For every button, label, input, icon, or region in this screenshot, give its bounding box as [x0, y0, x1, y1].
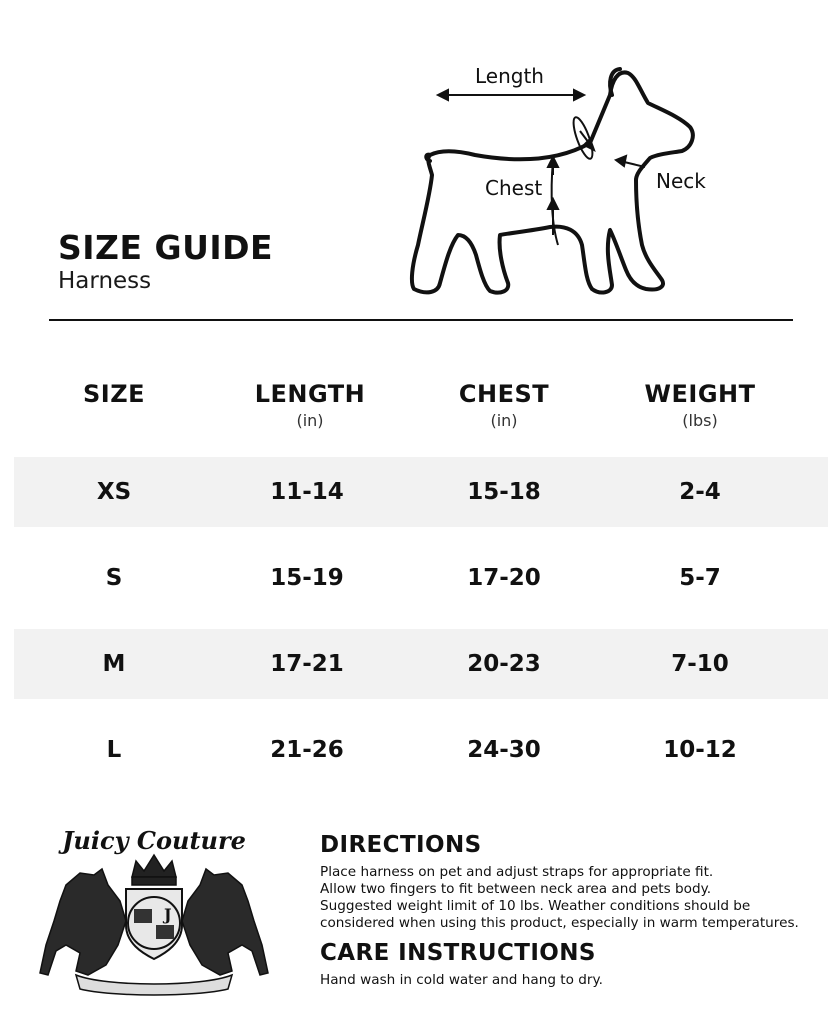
length-cell: 21-26	[270, 737, 344, 763]
weight-cell: 2-4	[679, 479, 721, 505]
page-title: SIZE GUIDE	[58, 228, 274, 267]
table-row	[14, 629, 828, 699]
care-heading: CARE INSTRUCTIONS	[320, 940, 596, 966]
right-scottie-dog	[182, 869, 268, 975]
table-row	[14, 715, 828, 785]
length-cell: 17-21	[270, 651, 344, 677]
size-cell: S	[105, 565, 123, 591]
length-cell: 11-14	[270, 479, 344, 505]
page-subtitle: Harness	[58, 268, 152, 294]
chest-cell: 15-18	[467, 479, 541, 505]
weight-cell: 5-7	[679, 565, 721, 591]
header-divider	[49, 319, 793, 321]
table-row	[14, 543, 828, 613]
size-cell: M	[102, 651, 126, 677]
header-chest: CHEST (in)	[458, 380, 550, 430]
header-weight: WEIGHT (lbs)	[644, 380, 756, 430]
directions-line: Suggested weight limit of 10 lbs. Weather conditions should be	[320, 898, 751, 914]
brand-name: Juicy Couture	[62, 826, 246, 855]
size-table	[14, 365, 828, 801]
table-header	[14, 365, 828, 457]
length-label: Length	[475, 64, 544, 88]
directions-line: considered when using this product, especially in warm temperatures.	[320, 915, 799, 931]
chest-label: Chest	[485, 176, 543, 200]
length-cell: 15-19	[270, 565, 344, 591]
weight-cell: 7-10	[671, 651, 729, 677]
weight-cell: 10-12	[663, 737, 737, 763]
header-length: LENGTH (in)	[254, 380, 366, 430]
chest-cell: 20-23	[467, 651, 541, 677]
size-cell: L	[106, 737, 122, 763]
left-scottie-dog	[40, 869, 126, 975]
chest-cell: 17-20	[467, 565, 541, 591]
table-row	[14, 457, 828, 527]
directions-line: Place harness on pet and adjust straps for appropriate fit.	[320, 864, 714, 880]
crest-letter: J	[164, 905, 172, 924]
care-line: Hand wash in cold water and hang to dry.	[320, 972, 603, 988]
size-cell: XS	[96, 479, 132, 505]
directions-text	[320, 864, 820, 932]
header-size: SIZE	[82, 380, 145, 408]
directions-line: Allow two fingers to fit between neck area and pets body.	[320, 881, 712, 897]
crest-ribbon	[76, 975, 232, 995]
chest-cell: 24-30	[467, 737, 541, 763]
neck-label: Neck	[656, 169, 706, 193]
crown-icon	[132, 855, 176, 877]
directions-heading: DIRECTIONS	[320, 832, 482, 858]
care-text	[320, 972, 820, 989]
